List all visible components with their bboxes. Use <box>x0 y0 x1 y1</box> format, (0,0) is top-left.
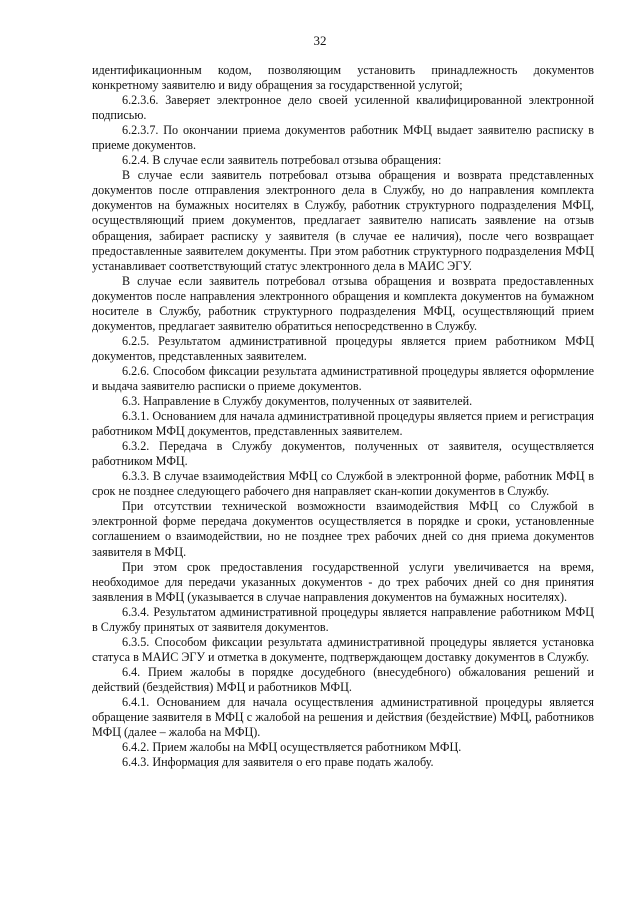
page-number: 32 <box>313 33 327 48</box>
paragraph-recall-after-dispatch: В случае если заявитель потребовал отзыва обращения и возврата предоставленных документов после направления электронного обращения и комплекта документов на бумажном носителе в Службу, работник структурного подразделения МФЦ, осуществляющий прием документов, предлагает заявителю обратиться непосредственно в Службу. <box>92 273 594 333</box>
paragraph-6-3-4: 6.3.4. Результатом административной процедуры является направление работником МФЦ в Службу принятых от заявителя документов. <box>92 604 594 634</box>
paragraph-6-3-2: 6.3.2. Передача в Службу документов, полученных от заявителя, осуществляется работником МФЦ. <box>92 439 594 469</box>
paragraph-6-4: 6.4. Прием жалобы в порядке досудебного (внесудебного) обжалования решений и действий (бездействия) МФЦ и работников МФЦ. <box>92 664 594 694</box>
paragraph-6-3-3: 6.3.3. В случае взаимодействия МФЦ со Службой в электронной форме, работник МФЦ в срок не позднее следующего рабочего дня направляет скан-копии документов в Службу. <box>92 469 594 499</box>
paragraph-6-4-3: 6.4.3. Информация для заявителя о его праве подать жалобу. <box>122 755 434 770</box>
document-body <box>92 63 594 770</box>
paragraph-6-2-5: 6.2.5. Результатом административной процедуры является прием работником МФЦ документов, представленных заявителем. <box>92 333 594 363</box>
paragraph-6-2-3-7: 6.2.3.7. По окончании приема документов работник МФЦ выдает заявителю расписку в приеме документов. <box>92 123 594 153</box>
paragraph-6-2-4: 6.2.4. В случае если заявитель потребовал отзыва обращения: <box>122 153 442 168</box>
paragraph-6-3-5: 6.3.5. Способом фиксации результата административной процедуры является установка статуса в МАИС ЭГУ и отметка в документе, подтверждающем доставку документов в Службу. <box>92 634 594 664</box>
paragraph-recall-before-dispatch: В случае если заявитель потребовал отзыва обращения и возврата представленных документов после отправления электронного дела в Службу, но до направления комплекта документов на бумажных носителях в Службу, работник структурного подразделения МФЦ, осуществляющий прием документов, предлагает заявителю написать заявление на отзыв обращения, забирает расписку у заявителя (в случае ее наличия), после чего возвращает предоставленные заявителем документы. При этом работник структурного подразделения МФЦ устанавливает соответствующий статус электронного дела в МАИС ЭГУ. <box>92 168 594 273</box>
paragraph-continuation: идентификационным кодом, позволяющим установить принадлежность документов конкретному заявителю и виду обращения за государственной услугой; <box>92 63 594 93</box>
paragraph-6-4-2: 6.4.2. Прием жалобы на МФЦ осуществляется работником МФЦ. <box>122 740 462 755</box>
paragraph-no-electronic-interaction: При отсутствии технической возможности взаимодействия МФЦ со Службой в электронной форме передача документов осуществляется в порядке и сроки, установленные соглашением о взаимодействии, но не позднее трех рабочих дней со дня приема документов заявителя в МФЦ. <box>92 499 594 559</box>
paragraph-6-2-3-6: 6.2.3.6. Заверяет электронное дело своей усиленной квалифицированной электронной подписью. <box>92 93 594 123</box>
paragraph-6-2-6: 6.2.6. Способом фиксации результата административной процедуры является оформление и выдача заявителю расписки о приеме документов. <box>92 363 594 393</box>
paragraph-6-4-1: 6.4.1. Основанием для начала осуществления административной процедуры является обращение заявителя в МФЦ с жалобой на решения и действия (бездействие) МФЦ, работников МФЦ (далее – жалоба на МФЦ). <box>92 694 594 740</box>
paragraph-6-3-1: 6.3.1. Основанием для начала административной процедуры является прием и регистрация работником МФЦ документов, представленных заявителем. <box>92 409 594 439</box>
paragraph-term-extension: При этом срок предоставления государственной услуги увеличивается на время, необходимое для передачи указанных документов - до трех рабочих дней со дня принятия заявления в МФЦ (указывается в случае направления документов на бумажных носителях). <box>92 559 594 604</box>
paragraph-6-3: 6.3. Направление в Службу документов, полученных от заявителей. <box>122 394 473 409</box>
